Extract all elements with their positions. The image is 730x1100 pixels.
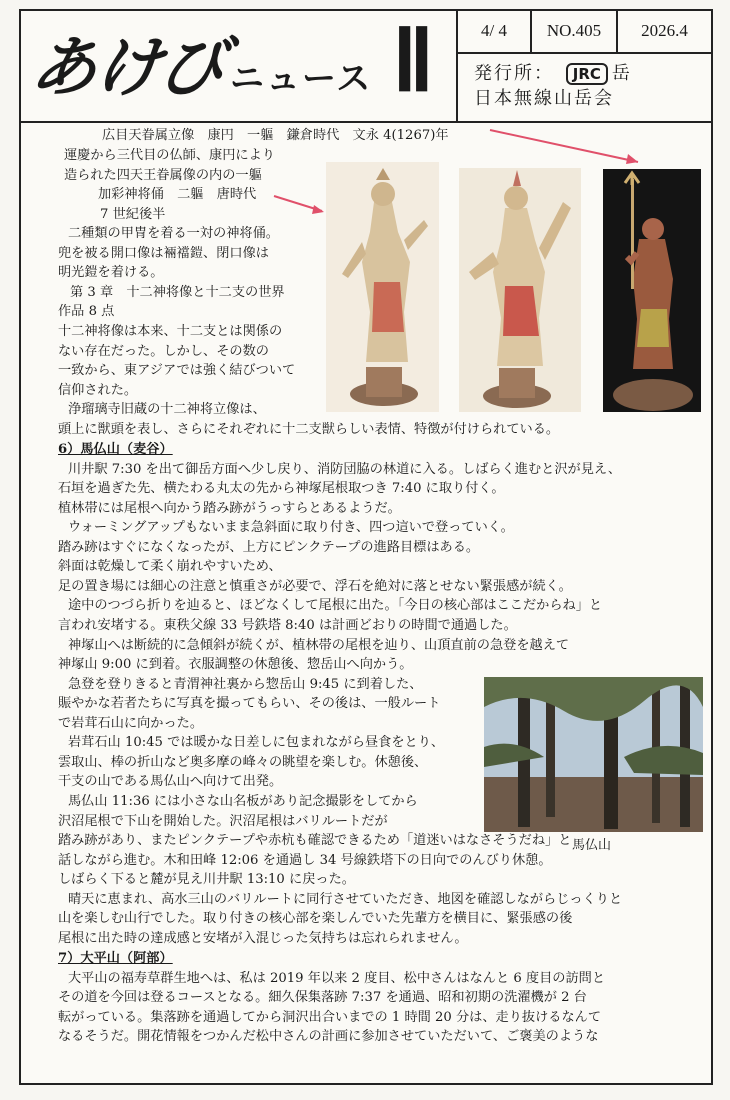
- jrc-badge: JRC: [566, 63, 608, 85]
- text-line: ない存在だった。しかし、その数の: [58, 344, 269, 359]
- text-line: 尾根に出た時の達成感と安堵が入混じった気持ちは忘れられません。: [58, 931, 468, 946]
- logo-sub: ニュース: [230, 59, 373, 99]
- volume-mark: Ⅱ: [392, 13, 435, 109]
- photo-statue-middle: [459, 168, 581, 412]
- text-line: 二種類の甲冑を着る一対の神将俑。: [68, 226, 279, 241]
- photo-statue-left: [326, 162, 439, 412]
- text-line: 一致から、東アジアでは強く結びついて: [58, 363, 296, 378]
- issue-number: NO.405: [532, 9, 618, 52]
- text-line: 急登を登りきると青渭神社裏から惣岳山 9:45 に到着した、: [68, 677, 423, 692]
- text-line: で岩茸石山に向かった。: [58, 716, 204, 731]
- text-line: 転がっている。集落跡を通過してから洞沢出合いまでの 1 時間 20 分は、走り抜けるなんて: [58, 1010, 602, 1025]
- pointer-arrow-right: [488, 126, 648, 168]
- text-line: 神塚山 9:00 に到着。衣服調整の休憩後、惣岳山へ向かう。: [58, 657, 413, 672]
- text-line: 賑やかな若者たちに写真を撮ってもらい、その後は、一般ルート: [58, 696, 441, 711]
- section-heading-6: 6）馬仏山（麦谷）: [58, 442, 173, 457]
- text-line: 干支の山である馬仏山へ向けて出発。: [58, 774, 283, 789]
- text-line: 踏み跡はすぐになくなったが、上方にピンクテープの進路目標はある。: [58, 540, 480, 555]
- text-line: 7 世紀後半: [100, 207, 166, 222]
- text-line: 山を楽しむ山行でした。取り付きの核心部を楽しんでいた先輩方を横目に、緊張感の後: [58, 911, 573, 926]
- page-number: 4/ 4: [458, 9, 532, 52]
- text-line: 植林帯には尾根へ向かう踏み跡がうっすらとあるようだ。: [58, 501, 401, 516]
- text-line: 頭上に獣頭を表し、さらにそれぞれに十二支獣らしい表情、特徴が付けられている。: [58, 422, 560, 437]
- text-line: 兜を被る開口像は裲襠鎧、閉口像は: [58, 246, 269, 261]
- publisher-badge-suffix: 岳: [611, 63, 632, 84]
- photo-statue-right: [603, 169, 701, 412]
- text-line: 馬仏山 11:36 には小さな山名板があり記念撮影をしてから: [68, 794, 418, 809]
- text-line: 明光鎧を着ける。: [58, 265, 164, 280]
- text-line: 川井駅 7:30 を出て御岳方面へ少し戻り、消防団脇の林道に入る。しばらく進むと沢が見え、: [68, 462, 622, 477]
- text-line: その道を今回は登るコースとなる。細久保集落跡 7:37 を通過、昭和初期の洗濯機が 2 台: [58, 990, 587, 1005]
- text-line: 石垣を過ぎた先、横たわる丸太の先から神塚尾根取つき 7:40 に取り付く。: [58, 481, 505, 496]
- publisher-label: 発行所：: [474, 63, 554, 84]
- text-line: 浄瑠璃寺旧蔵の十二神将立像は、: [68, 402, 266, 417]
- text-line: しばらく下ると麓が見え川井駅 13:10 に戻った。: [58, 872, 355, 887]
- text-line: 踏み跡があり、またピンクテープや赤杭も確認できるため「道迷いはなさそうだね」と: [58, 833, 572, 848]
- issue-info-box: [456, 9, 713, 123]
- text-line: 第 3 章 十二神将像と十二支の世界: [70, 285, 285, 300]
- text-line: 造られた四天王眷属像の内の一軀: [64, 168, 262, 183]
- text-line: 岩茸石山 10:45 では暖かな日差しに包まれながら昼食をとり、: [68, 735, 445, 750]
- newsletter-logo: [25, 14, 373, 109]
- text-line: 沢沼尾根で下山を開始した。沢沼尾根はバリルートだが: [58, 814, 388, 829]
- text-line: 斜面は乾燥して柔く崩れやすいため、: [58, 559, 282, 574]
- photo-caption: 馬仏山: [572, 838, 612, 853]
- text-line: 広目天眷属立像 康円 一軀 鎌倉時代 文永 4(1267)年: [102, 128, 449, 143]
- text-line: 作品 8 点: [58, 304, 115, 319]
- publisher: [474, 61, 632, 111]
- text-line: 大平山の福寿草群生地へは、私は 2019 年以来 2 度目、松中さんはなんと 6 度目の訪問と: [68, 971, 606, 986]
- logo-main: あけび: [25, 28, 229, 106]
- publisher-name: 日本無線山岳会: [474, 88, 614, 109]
- section-heading-7: 7）大平山（阿部）: [58, 951, 173, 966]
- text-line: 運慶から三代目の仏師、康円により: [64, 148, 275, 163]
- text-line: 言われ安堵する。東秩父線 33 号鉄塔 8:40 は計画どおりの時間で通過した。: [58, 618, 517, 633]
- text-line: なるそうだ。開花情報をつかんだ松中さんの計画に参加させていただいて、ご褒美のような: [58, 1029, 599, 1044]
- text-line: 信仰された。: [58, 383, 138, 398]
- photo-mountain-forest: [484, 677, 703, 832]
- pointer-arrow-middle: [272, 193, 328, 217]
- text-line: 途中のつづら折りを辿ると、ほどなくして尾根に出た。「今日の核心部はここだからね」と: [68, 598, 603, 613]
- issue-date: 2026.4: [641, 20, 688, 40]
- text-line: ウォーミングアップもないまま急斜面に取り付き、四つ這いで登っていく。: [68, 520, 514, 535]
- text-line: 足の置き場には細心の注意と慎重さが必要で、浮石を絶対に落とせない緊張感が続く。: [58, 579, 572, 594]
- text-line: 話しながら進む。木和田峰 12:06 を通過し 34 号線鉄塔下の日向でのんびり休憩。: [58, 853, 552, 868]
- text-line: 十二神将像は本来、十二支とは関係の: [58, 324, 283, 339]
- text-line: 神塚山へは断続的に急傾斜が続くが、植林帯の尾根を辿り、山頂直前の急登を越えて: [68, 638, 570, 653]
- text-line: 雲取山、棒の折山など奥多摩の峰々の眺望を楽しむ。休憩後、: [58, 755, 428, 770]
- text-line: 晴天に恵まれ、高水三山のバリルートに同行させていただき、地図を確認しながらじっくりと: [68, 892, 623, 907]
- text-line: 加彩神将俑 二軀 唐時代: [98, 187, 257, 202]
- issue-info-row: [458, 9, 713, 54]
